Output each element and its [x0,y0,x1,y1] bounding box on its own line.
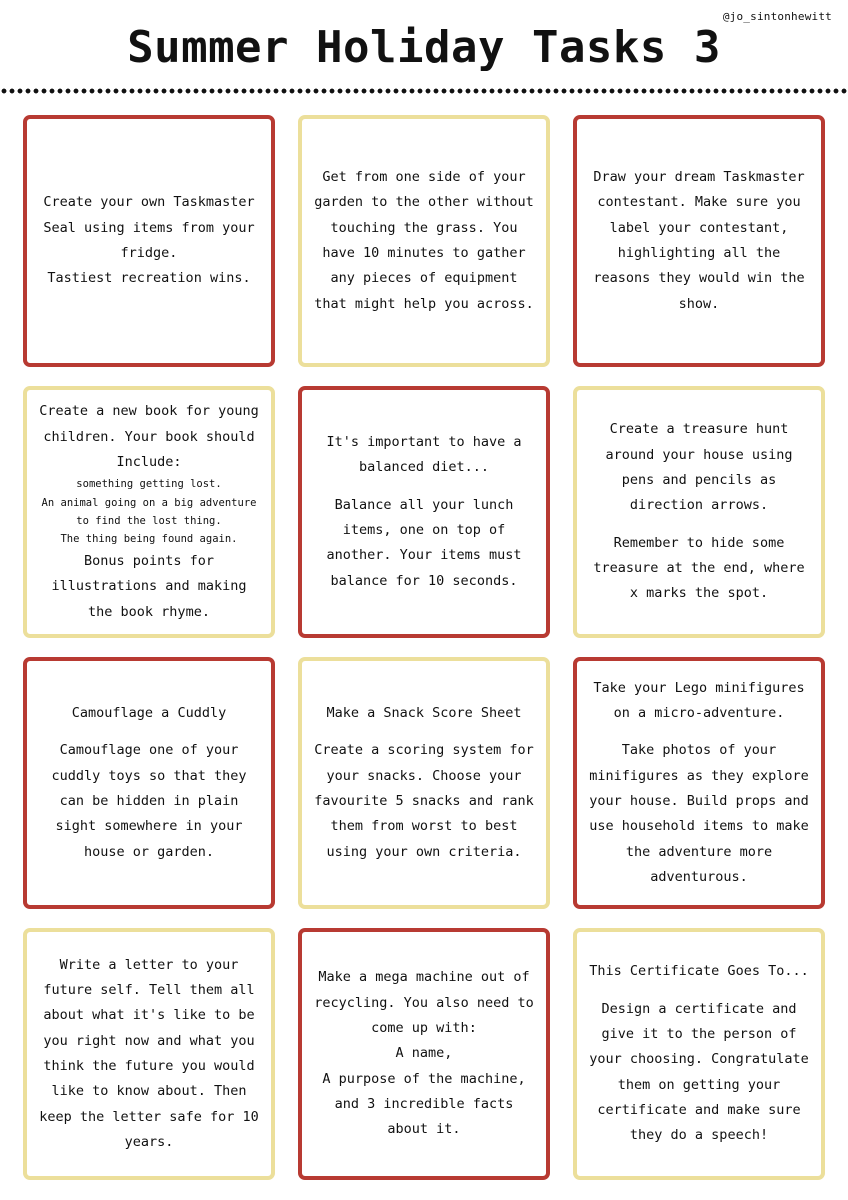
task-text: Create your own Taskmaster Seal using items from your fridge. Tastiest recreation wins. [43,194,255,287]
task-card [23,657,275,909]
task-text: It's important to have a balanced diet... [326,433,522,476]
task-text: Create a treasure hunt around your house using pens and pencils as direction arrows. [605,421,793,514]
task-card [298,115,550,367]
task-grid [23,115,827,1182]
task-card [573,657,825,909]
task-card [298,928,550,1180]
task-text: Design a certificate and give it to the person of your choosing. Congratulate them on getting your certificate and make sure they do a speech! [589,1000,809,1144]
task-card [23,115,275,367]
task-text: Camouflage one of your cuddly toys so that they can be hidden in plain sight somewhere in your house or garden. [51,742,247,860]
task-card [23,928,275,1180]
task-text: Remember to hide some treasure at the end, where x marks the spot. [593,534,805,602]
task-card [23,386,275,638]
task-list-text: something getting lost. An animal going on a big adventure to find the lost thing. The thing being found again. [41,478,257,546]
task-text: Take your Lego minifigures on a micro-adventure. [593,679,805,721]
task-text: Get from one side of your garden to the other without touching the grass. You have 10 minutes to gather any pieces of equipment that might help you across. [314,168,534,312]
task-card [573,115,825,367]
task-text: Balance all your lunch items, one on top of another. Your items must balance for 10 seconds. [326,496,522,589]
task-text: Bonus points for illustrations and making the book rhyme. [51,552,247,620]
task-text: Create a scoring system for your snacks. Choose your favourite 5 snacks and rank them from worst to best using your own criteria. [314,742,534,860]
task-text: Draw your dream Taskmaster contestant. Make sure you label your contestant, highlighting all the reasons they would win the show. [593,168,805,312]
task-card [298,657,550,909]
page-title: Summer Holiday Tasks 3 [127,22,721,73]
task-text: Take photos of your minifigures as they explore your house. Build props and use household items to make the adventure more adventurous. [589,742,809,886]
task-card [573,386,825,638]
task-text: This Certificate Goes To... [589,963,809,980]
dotted-divider [0,88,848,94]
task-card [573,928,825,1180]
task-text: Create a new book for young children. Your book should Include: [39,403,259,470]
task-text: Write a letter to your future self. Tell them all about what it's like to be you right now and what you think the future you would like to know about. Then keep the letter safe for 10 years. [39,956,259,1151]
task-text: Make a mega machine out of recycling. You also need to come up with: A name, A purpose of the machine, and 3 incredible facts about it. [314,969,534,1138]
task-text: Camouflage a Cuddly [71,704,227,721]
task-text: Make a Snack Score Sheet [326,704,522,721]
task-card [298,386,550,638]
author-credit: @jo_sintonhewitt [722,10,832,23]
